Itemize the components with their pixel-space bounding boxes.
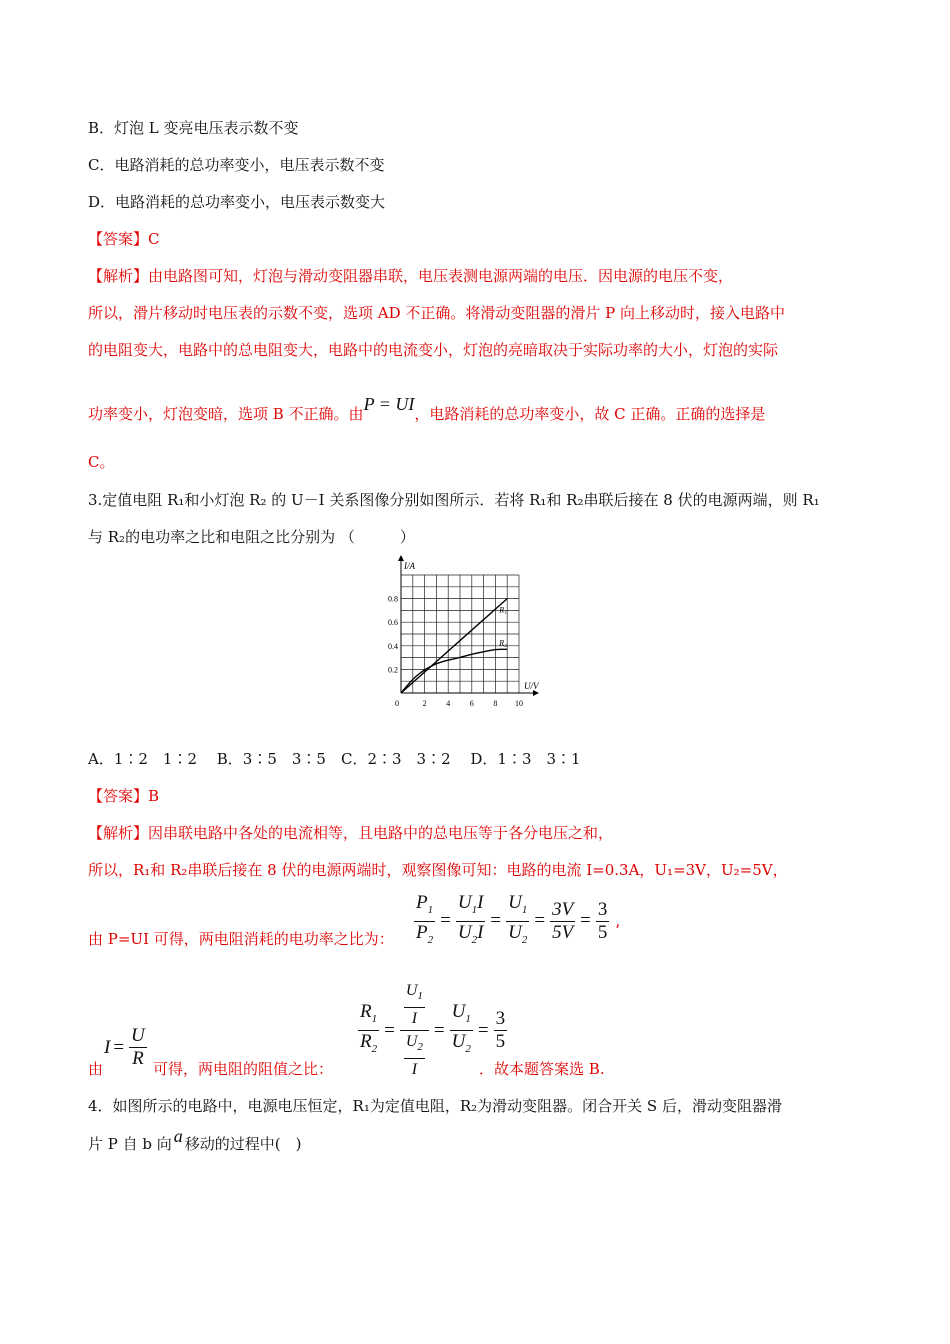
analysis-line-2: 所以，滑片移动时电压表的示数不变，选项 AD 不正确。将滑动变阻器的滑片 P 向上移动时，接入电路中 — [88, 304, 786, 322]
analysis-text: 由电路图可知，灯泡与滑动变阻器串联，电压表测电源两端的电压．因电源的电压不变， — [148, 267, 734, 285]
option-b: B．灯泡 L 变亮电压表示数不变 — [88, 119, 299, 137]
answer-line-q3 — [88, 786, 159, 806]
analysis-text: ．故本题答案选 B. — [479, 1060, 605, 1078]
answer-value: C — [148, 230, 160, 248]
analysis-text: ，电路消耗的总功率变小，故 C 正确。正确的选择是 — [414, 405, 766, 423]
analysis-line-4 — [88, 394, 766, 424]
x-tick-label: 6 — [469, 699, 474, 708]
analysis-tag: 【解析】 — [88, 267, 149, 285]
x-tick-label: 0 — [395, 699, 399, 708]
x-tick-label: 2 — [422, 699, 427, 708]
x-tick-label: 8 — [493, 699, 498, 708]
q4-stem-text: 移动的过程中( ) — [184, 1135, 302, 1153]
y-tick-label: 0.2 — [388, 665, 398, 675]
series-line-2 — [401, 649, 507, 693]
q3-stem-2: 与 R₂的电功率之比和电阻之比分别为 （ ） — [88, 528, 415, 546]
analysis-text: 因串联电路中各处的电流相等，且电路中的总电压等于各分电压之和， — [148, 824, 614, 842]
y-tick-label: 0.8 — [388, 594, 398, 604]
q3-stem-1: 3.定值电阻 R₁和小灯泡 R₂ 的 U－I 关系图像分别如图所示．若将 R₁和 R₂串联后接在 8 伏的电源两端，则 R₁ — [88, 491, 820, 509]
resistance-ratio-equation: $\frac{R_1}{R_2}$ = $\frac{\frac{U_1}{I}}{\frac{U_2}{I}}$ = $\frac{U_1}{U_2}$ = $\frac{3}{5}$ — [360, 982, 506, 1079]
q3-analysis-line-3: 由 P=UI 可得，两电阻消耗的电功率之比为： — [88, 930, 394, 948]
q3-analysis-line-2: 所以，R₁和 R₂串联后接在 8 伏的电源两端时，观察图像可知：电路的电流 I=0.3A，U₁=3V，U₂=5V， — [88, 861, 788, 879]
analysis-line-3: 的电阻变大，电路中的总电阻变大，电路中的电流变小，灯泡的亮暗取决于实际功率的大小，灯泡的实际 — [88, 341, 779, 359]
q4-stem-1: 4．如图所示的电路中，电源电压恒定，R₁为定值电阻，R₂为滑动变阻器。闭合开关 S 后，滑动变阻器滑 — [88, 1097, 782, 1115]
analysis-line-1 — [88, 266, 733, 286]
q3-options: A．1∶2 1∶2 B．3∶5 3∶5 C．2∶3 3∶2 D．1∶3 3∶1 — [88, 750, 581, 768]
q3-analysis-line-1 — [88, 823, 613, 843]
analysis-tag: 【解析】 — [88, 824, 149, 842]
y-tick-label: 0.6 — [388, 618, 398, 628]
power-formula: P = UI — [363, 394, 415, 414]
q3-analysis-line-4 — [88, 1059, 605, 1079]
ohm-law-equation: I = $\frac{U}{R}$ — [104, 1025, 145, 1069]
q4-stem-text: 片 P 自 b 向 — [88, 1135, 172, 1153]
answer-tag: 【答案】 — [88, 787, 149, 805]
analysis-text: 可得，两电阻的阻值之比： — [153, 1060, 334, 1078]
y-tick-label: 0.4 — [388, 641, 398, 651]
series-label-2: R₂ — [499, 638, 507, 648]
q4-variable: a — [173, 1126, 183, 1146]
x-tick-label: 10 — [515, 699, 523, 708]
ui-chart — [385, 555, 565, 715]
option-d: D．电路消耗的总功率变小，电压表示数变大 — [88, 193, 386, 211]
answer-line-q2 — [88, 229, 160, 249]
option-c: C．电路消耗的总功率变小，电压表示数不变 — [88, 156, 385, 174]
analysis-line-5: C。 — [88, 453, 115, 471]
x-tick-label: 4 — [446, 699, 451, 708]
y-axis-label: I/A — [404, 561, 415, 571]
series-label-1: R₁ — [499, 605, 507, 615]
power-ratio-equation: $\frac{P_1}{P_2}$ = $\frac{U_1I}{U_2I}$ = $\frac{U_1}{U_2}$ = $\frac{3V}{5V}$ = $\frac{3}{5}$ , — [416, 892, 621, 946]
analysis-text: 功率变小，灯泡变暗，选项 B 不正确。由 — [88, 405, 364, 423]
analysis-text: 由 — [88, 1060, 104, 1078]
answer-value: B — [148, 787, 160, 805]
q4-stem-2 — [88, 1126, 302, 1154]
x-axis-label: U/V — [524, 681, 539, 691]
answer-tag: 【答案】 — [88, 230, 149, 248]
